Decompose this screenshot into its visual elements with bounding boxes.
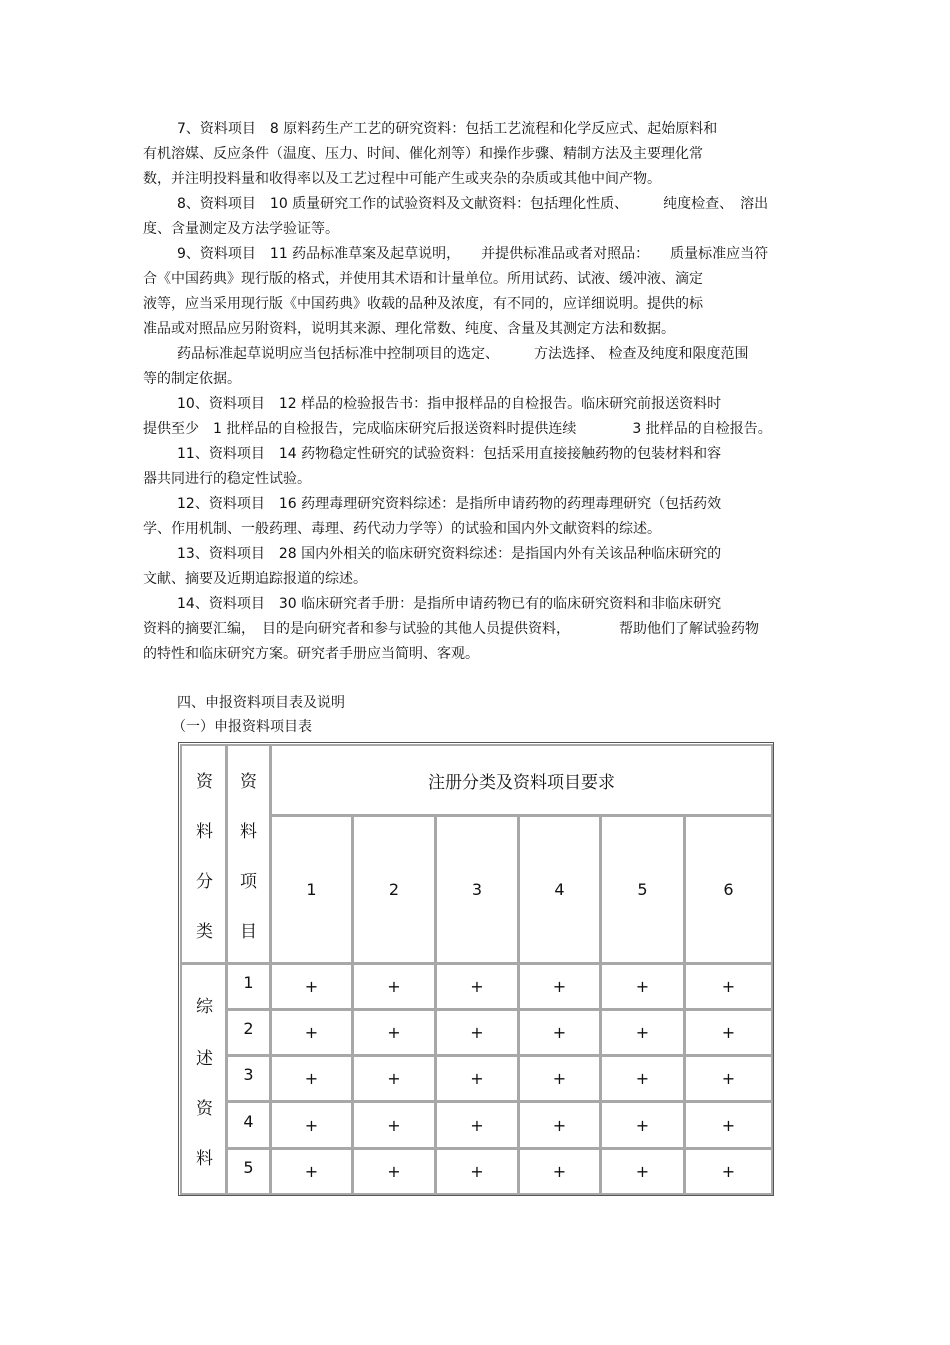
requirement-mark: + [684,1055,773,1102]
header-char: 资 [240,772,257,792]
requirement-mark: + [435,963,519,1010]
requirement-mark: + [518,963,601,1010]
requirement-mark: + [270,1009,353,1056]
requirement-mark: + [600,1009,685,1056]
group-overview-materials [180,963,227,1195]
paragraph-line: 数，并注明投料量和收得率以及工艺过程中可能产生或夹杂的杂质或其他中间产物。 [143,171,661,187]
item-number: 3 [226,1055,271,1102]
category-header: 4 [518,815,601,964]
application-materials-table [178,742,774,1196]
header-char: 料 [240,822,257,842]
category-header: 5 [600,815,685,964]
requirement-mark: + [435,1101,519,1149]
requirement-mark: + [270,1055,353,1102]
paragraph-line: 准品或对照品应另附资料，说明其来源、理化常数、纯度、含量及其测定方法和数据。 [143,321,675,337]
requirement-mark: + [352,963,436,1010]
item-number: 5 [226,1148,271,1195]
requirement-mark: + [600,963,685,1010]
paragraph-line: 10、资料项目 12 样品的检验报告书：指申报样品的自检报告。临床研究前报送资料时 [177,396,722,412]
requirement-mark: + [684,1148,773,1195]
paragraph-line: 资料的摘要汇编， 目的是向研究者和参与试验的其他人员提供资料， 帮助他们了解试验药物 [143,621,759,637]
header-material-item [226,744,271,964]
paragraph-line: 药品标准起草说明应当包括标准中控制项目的选定、 方法选择、 检查及纯度和限度范围 [177,346,749,362]
requirement-mark: + [270,1101,353,1149]
requirement-mark: + [684,1101,773,1149]
paragraph-line: 14、资料项目 30 临床研究者手册：是指所申请药物已有的临床研究资料和非临床研究 [177,596,722,612]
requirement-mark: + [352,1148,436,1195]
paragraph-line: 学、作用机制、一般药理、毒理、药代动力学等）的试验和国内外文献资料的综述。 [143,521,661,537]
requirement-mark: + [684,963,773,1010]
requirement-mark: + [684,1009,773,1056]
paragraph-line: 7、资料项目 8 原料药生产工艺的研究资料：包括工艺流程和化学反应式、起始原料和 [177,121,718,137]
requirement-mark: + [518,1148,601,1195]
item-number: 2 [226,1009,271,1056]
header-char: 料 [196,822,213,842]
category-header: 3 [435,815,519,964]
paragraph-line: 12、资料项目 16 药理毒理研究资料综述：是指所申请药物的药理毒理研究（包括药效 [177,496,722,512]
header-char: 目 [240,922,257,942]
requirement-mark: + [600,1055,685,1102]
header-char: 项 [240,872,257,892]
paragraph-line: 的特性和临床研究方案。研究者手册应当简明、客观。 [143,646,479,662]
requirement-mark: + [435,1055,519,1102]
requirement-mark: + [435,1009,519,1056]
paragraph-line: 有机溶媒、反应条件（温度、压力、时间、催化剂等）和操作步骤、精制方法及主要理化常 [143,146,703,162]
paragraph-line: 等的制定依据。 [143,371,241,387]
requirement-mark: + [435,1148,519,1195]
paragraph-line: 13、资料项目 28 国内外相关的临床研究资料综述：是指国内外有关该品种临床研究的 [177,546,722,562]
group-char: 述 [196,1049,213,1069]
paragraph-line: 文献、摘要及近期追踪报道的综述。 [143,571,367,587]
category-header: 6 [684,815,773,964]
requirement-mark: + [600,1148,685,1195]
item-number: 4 [226,1101,271,1149]
category-header: 1 [270,815,353,964]
sub-heading: （一）申报资料项目表 [172,719,312,735]
category-header: 2 [352,815,436,964]
requirement-mark: + [518,1055,601,1102]
paragraph-line: 器共同进行的稳定性试验。 [143,471,311,487]
paragraph-line: 合《中国药典》现行版的格式，并使用其术语和计量单位。所用试药、试液、缓冲液、滴定 [143,271,703,287]
header-registration-categories: 注册分类及资料项目要求 [270,744,773,816]
requirement-mark: + [518,1101,601,1149]
group-char: 资 [196,1099,213,1119]
group-char: 料 [196,1149,213,1169]
paragraph-line: 液等，应当采用现行版《中国药典》收载的品种及浓度，有不同的，应详细说明。提供的标 [143,296,703,312]
section-heading: 四、申报资料项目表及说明 [177,695,345,711]
requirement-mark: + [352,1101,436,1149]
header-char: 类 [196,922,213,942]
paragraph-line: 9、资料项目 11 药品标准草案及起草说明， 并提供标准品或者对照品： 质量标准应当符 [177,246,769,262]
requirement-mark: + [352,1055,436,1102]
header-char: 分 [196,872,213,892]
requirement-mark: + [270,1148,353,1195]
header-material-category [180,744,227,964]
paragraph-line: 8、资料项目 10 质量研究工作的试验资料及文献资料：包括理化性质、 纯度检查、 溶出 [177,196,769,212]
paragraph-line: 提供至少 1 批样品的自检报告，完成临床研究后报送资料时提供连续 3 批样品的自检报告。 [143,421,772,437]
requirement-mark: + [600,1101,685,1149]
group-char: 综 [196,997,213,1017]
item-number: 1 [226,963,271,1010]
requirement-mark: + [270,963,353,1010]
requirement-mark: + [352,1009,436,1056]
paragraph-line: 11、资料项目 14 药物稳定性研究的试验资料：包括采用直接接触药物的包装材料和容 [177,446,722,462]
paragraph-line: 度、含量测定及方法学验证等。 [143,221,339,237]
header-char: 资 [196,772,213,792]
requirement-mark: + [518,1009,601,1056]
